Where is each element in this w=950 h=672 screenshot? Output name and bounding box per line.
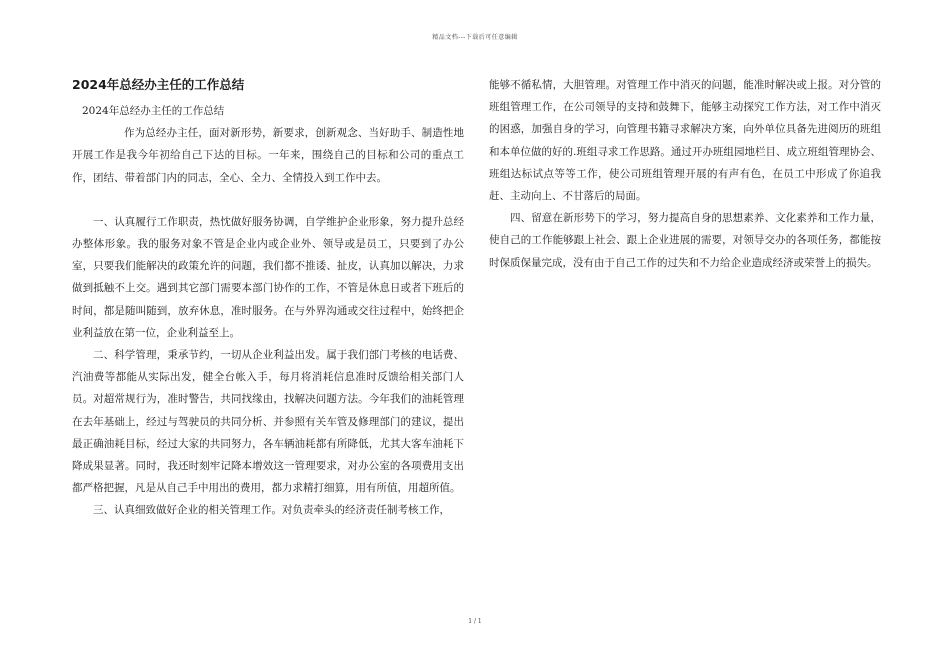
section-3-paragraph-start: 三、认真细致做好企业的相关管理工作。对负责牵头的经济责任制考核工作， — [93, 504, 450, 517]
section-4-paragraph: 四、留意在新形势下的学习，努力提高自身的思想素养、文化素养和工作力量，使自己的工作能够跟上社会、跟上企业进展的需要，对领导交办的各项任务，都能按时保质保量完成，没有由于自己工作的过失和不力给企业造成经济或荣誉上的损失。 — [489, 212, 881, 269]
section-2-paragraph: 二、科学管理，秉承节约，一切从企业利益出发。属于我们部门考核的电话费、汽油费等都能从实际出发，健全台帐入手，每月将消耗信息准时反馈给相关部门人员。对超常规行为，准时警告，共同找缘由，找解决问题方法。今年我们的油耗管理在去年基础上，经过与驾驶员的共同分析、并参照有关车管及修理部门的建议，提出最正确油耗目标，经过大家的共同努力，各车辆油耗都有所降低，尤其大客车油耗下降成果显著。同时，我还时刻牢记降本增效这一管理要求，对办公室的各项费用支出都严格把握，凡是从自己手中用出的费用，都力求精打细算，用有所值，用超所值。 — [72, 349, 464, 495]
page-header: 精品文档---下载后可任意编辑 — [432, 34, 518, 41]
intro-paragraph: 作为总经办主任，面对新形势，新要求，创新观念、当好助手、制造性地开展工作是我今年初给自己下达的目标。一年来，围绕自己的目标和公司的重点工作，团结、带着部门内的同志，全心、全力、全情投入到工作中去。 — [72, 127, 464, 184]
paragraph-gap — [72, 189, 464, 211]
document-title: 2024年总经办主任的工作总结 — [72, 77, 245, 92]
page-number: 1 / 1 — [468, 618, 482, 625]
section-3-paragraph-continued: 能够不循私情，大胆管理。对管理工作中消灭的问题，能准时解决或上报。对分管的班组管理工作，在公司领导的支持和鼓舞下，能够主动探究工作方法，对工作中消灭的困惑，加强自身的学习，向管理书籍寻求解决方案，向外单位具备先进阅历的班组和本单位做的好的.班组寻求工作思路。通过开办班组园地栏目、成立班组管理协会、班组达标试点等等工作，使公司班组管理开展的有声有色，在员工中形成了你追我赶、主动向上、不甘落后的局面。 — [489, 79, 881, 203]
document-subtitle: 2024年总经办主任的工作总结 — [82, 105, 225, 117]
section-1-paragraph: 一、认真履行工作职责，热忱做好服务协调，自学维护企业形象，努力提升总经办整体形象。我的服务对象不管是企业内或企业外、领导或是员工，只要到了办公室，只要我们能解决的政策允许的问题，我们都不推诿、扯皮，认真加以解决，力求做到抵触不上交。遇到其它部门需要本部门协作的工作，不管是休息日或者下班后的时间，都是随叫随到，放弃休息，准时服务。在与外界沟通或交往过程中，始终把企业利益放在第一位，企业利益至上。 — [72, 215, 464, 339]
right-column — [489, 74, 881, 274]
left-column — [72, 74, 464, 522]
